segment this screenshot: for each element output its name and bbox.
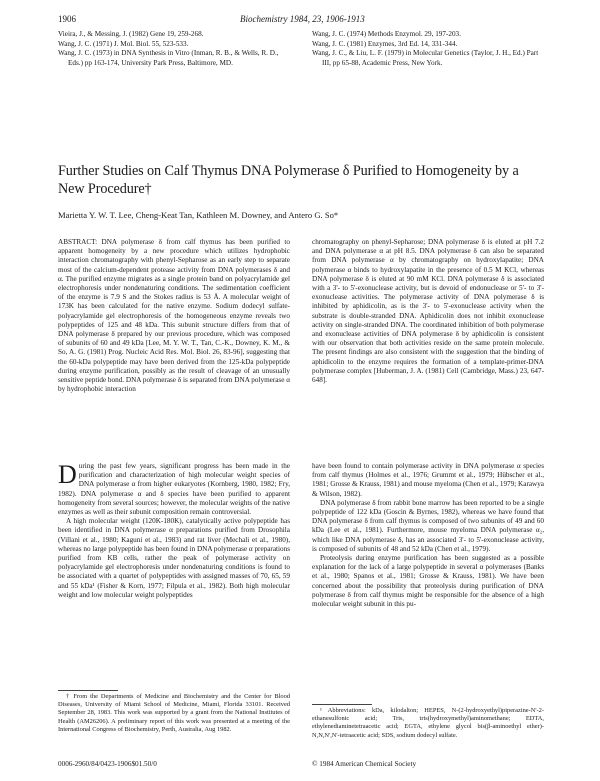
references-right-column xyxy=(312,30,544,68)
page-number: 1906 xyxy=(58,14,76,24)
body-paragraph: A high molecular weight (120K-180K), catalytically active polypeptide has been identified in DNA polymerase α preparations purified from Drosophila (Villani et al., 1980; Kaguni et al., 1983) and rat liver (Mechali et al., 1980), whereas no large polypeptide has been found in DNA polymerase α preparations purified from KB cells, rather the peak of polymerase activity on polyacrylamide gel electrophoresis under nondenaturing conditions is found to be associated with a quartet of polypeptides with assigned masses of 70, 65, 59 and 55 kDa¹ (Fisher & Korn, 1977; Filpula et al., 1982). Both high molecular weight and low molecular weight polypeptides xyxy=(58,517,290,599)
footnote-left xyxy=(58,693,290,734)
body-paragraph: uring the past few years, significant progress has been made in the purification and characterization of high molecular weight species of DNA polymerase α from higher eukaryotes (Kornberg, 1980, 1982; Fry, 1982). DNA polymerase α and δ species have been purified to apparent homogeneity from several sources; however, the molecular weights of the native enzymes as well as their subunit composition remain controversial. xyxy=(58,462,290,517)
reference-entry: Wang, J. C. (1971) J. Mol. Biol. 55, 523-533. xyxy=(58,39,189,48)
copyright-notice: © 1984 American Chemical Society xyxy=(312,760,417,768)
footnote-rule xyxy=(312,704,372,705)
body-paragraph: have been found to contain polymerase activity in DNA polymerase α species from calf thymus (Holmes et al., 1976; Grummt et al., 1979; Hübscher et al., 1981; Grosse & Krauss, 1981) and mouse myeloma (Chen et al., 1979; Karawya & Wilson, 1982). xyxy=(312,462,544,498)
abstract-text: ABSTRACT: DNA polymerase δ from calf thymus has been purified to apparent homogeneity by a new procedure which utilizes hydrophobic interaction chromatography with phenyl-Sepharose as an early step to separate most of the calcium-dependent protease activity from DNA polymerases δ and α. The purified enzyme migrates as a single protein band on polyacrylamide gel electrophoresis under nondenaturing conditions. The sedimentation coefficient of the enzyme is 7.9 S and the Stokes radius is 53 Å. A molecular weight of 173K has been calculated for the native enzyme. Sodium dodecyl sulfate-polyacrylamide gel electrophoresis of the homogeneous enzyme reveals two polypeptides of 125 and 48 kDa. This subunit structure differs from that of DNA polymerase δ prepared by our previous procedure, which was composed of subunits of 60 and 49 kDa [Lee, M. Y. W. T., Tan, C.-K., Downey, K. M., & So, A. G. (1981) Prog. Nucleic Acid Res. Mol. Biol. 26, 83-96], suggesting that the 60-kDa polypeptide may have been derived from the 125-kDa polypeptide during enzyme purification, possibly as the result of cleavage of an unusually sensitive peptide bond. DNA polymerase δ is separated from DNA polymerase α by hydrophobic interaction xyxy=(58,238,290,394)
reference-entry: Wang, J. C. (1973) in DNA Synthesis in Vitro (Inman, R. B., & Wells, R. D., Eds.) pp 163-174, University Park Press, Baltimore, MD. xyxy=(58,49,279,67)
footnote-abbreviations: ¹ Abbreviations: kDa, kilodalton; HEPES, N-(2-hydroxyethyl)piperazine-N'-2-ethanesulfonic acid; Tris, tris(hydroxymethyl)aminomethane; EDTA, ethylenediaminetetraacetic acid; EGTA, ethylene glycol bis(β-aminoethyl ether)-N,N,N',N'-tetraacetic acid; SDS, sodium dodecyl sulfate. xyxy=(312,707,544,739)
footnote-affiliation: † From the Departments of Medicine and Biochemistry and the Center for Blood Diseases, University of Miami School of Medicine, Miami, Florida 33101. Received September 28, 1983. This work was supported by a grant from the National Institutes of Health (AM26206). A preliminary report of this work was presented at a meeting of the International Congress of Biochemistry, Perth, Australia, Aug 1982. xyxy=(58,693,290,733)
references-left-column xyxy=(58,30,290,68)
drop-cap: D xyxy=(58,460,77,489)
footnote-rule xyxy=(58,690,118,691)
journal-header: Biochemistry 1984, 23, 1906-1913 xyxy=(240,14,365,24)
abstract-left-column xyxy=(58,238,290,394)
body-left-column xyxy=(58,462,290,600)
publication-code: 0006-2960/84/0423-1906$01.50/0 xyxy=(58,760,157,768)
author-list: Marietta Y. W. T. Lee, Cheng-Keat Tan, Kathleen M. Downey, and Antero G. So* xyxy=(58,210,339,220)
abstract-text-continued: chromatography on phenyl-Sepharose; DNA polymerase δ is eluted at pH 7.2 and DNA polymerase α at pH 8.5. DNA polymerase δ can also be separated from DNA polymerase α by chromatography on hydroxylapatite; DNA polymerase α binds to hydroxylapatite in the presence of 0.5 M KCl, whereas DNA polymerase δ is eluted at 90 mM KCl. DNA polymerase δ is associated with a 3'- to 5'-exonuclease activity, but is devoid of endonuclease or 5'- to 3'-exonuclease activities. The polymerase activity of DNA polymerase δ is inhibited by aphidicolin, as is the 3'- to 5'-exonuclease activity when the substrate is double-stranded DNA. Aphidicolin does not inhibit exonuclease activity on single-stranded DNA. The coordinated inhibition of both polymerase and exonuclease activities of DNA polymerase δ by aphidicolin is consistent with our observation that both activities reside on the same protein molecule. The present findings are also consistent with the suggestion that the binding of aphidicolin to the enzyme requires the formation of a template-primer-DNA polymerase complex [Huberman, J. A. (1981) Cell (Cambridge, Mass.) 23, 647-648]. xyxy=(312,238,544,385)
footnote-right xyxy=(312,707,544,740)
body-paragraph: DNA polymerase δ from rabbit bone marrow has been reported to be a single polypeptide of 122 kDa (Goscin & Byrnes, 1982), whereas we have found that DNA polymerase δ from calf thymus is composed of two subunits of 49 and 60 kDa (Lee et al., 1981). Furthermore, mouse myeloma DNA polymerase α₂, which like DNA polymerase δ, has an associated 3'- to 5'-exonuclease activity, is composed of subunits of 48 and 52 kDa (Chen et al., 1979). xyxy=(312,498,544,553)
reference-entry: Vieira, J., & Messing, J. (1982) Gene 19, 259-268. xyxy=(58,30,204,38)
reference-entry: Wang, J. C. (1974) Methods Enzymol. 29, 197-203. xyxy=(312,30,461,38)
body-paragraph: Proteolysis during enzyme purification has been suggested as a possible explanation for the lack of a large polypeptide in several α polymerases (Banks et al., 1980; Spanos et al., 1981; Grosse & Krauss, 1981). We have been concerned about the possibility that proteolysis during purification of DNA polymerase δ from calf thymus might be responsible for the absence of a high molecular weight subunit in this pu- xyxy=(312,554,544,609)
reference-entry: Wang, J. C. (1981) Enzymes, 3rd Ed. 14, 331-344. xyxy=(312,39,458,48)
reference-entry: Wang, J. C., & Liu, L. F. (1979) in Molecular Genetics (Taylor, J. H., Ed.) Part III, pp 65-88, Academic Press, New York. xyxy=(312,49,539,67)
abstract-right-column xyxy=(312,238,544,385)
body-right-column xyxy=(312,462,544,609)
article-title: Further Studies on Calf Thymus DNA Polymerase δ Purified to Homogeneity by a New Procedure† xyxy=(58,163,519,197)
